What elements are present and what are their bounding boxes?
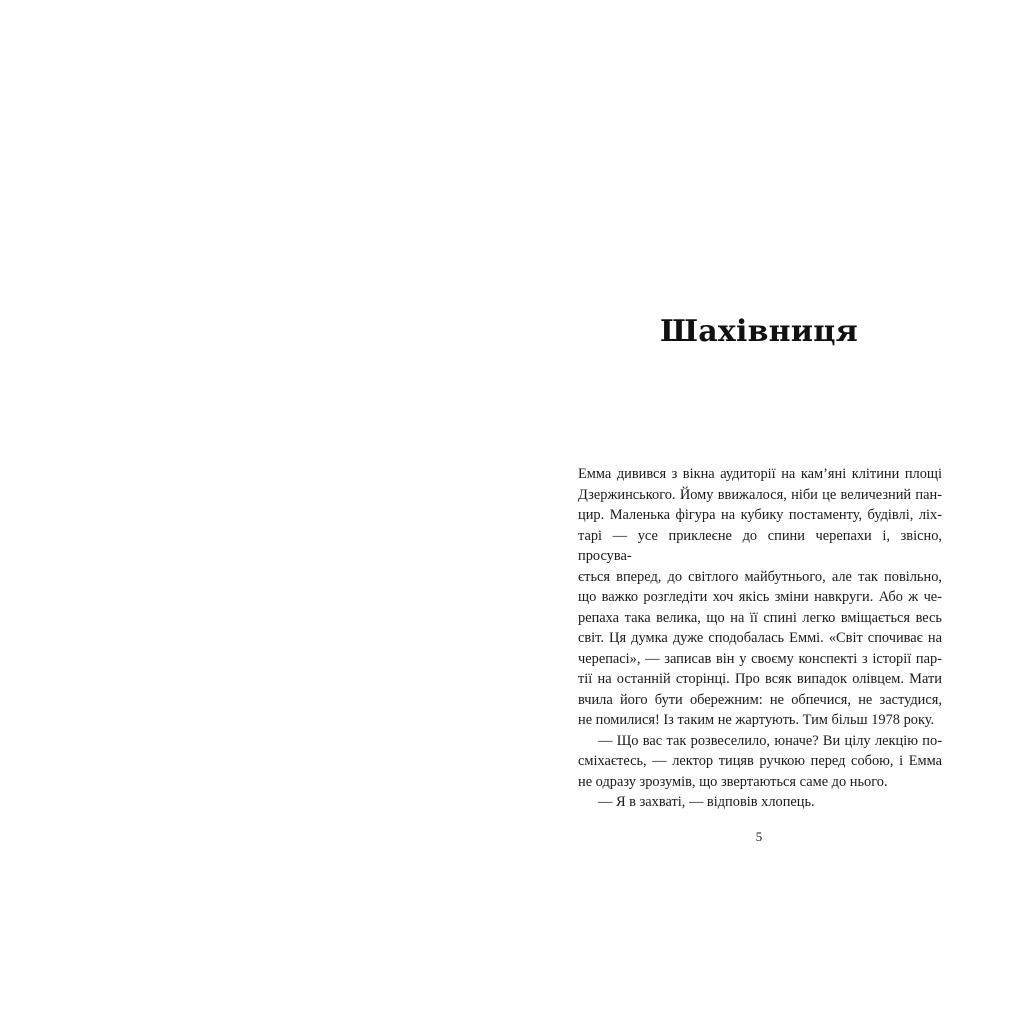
text-line: — Я в захваті, — відповів хлопець. — [598, 794, 815, 810]
text-line: черепасі», — записав він у своєму конспекті з історії пар- — [578, 650, 942, 667]
text-line: репаха така велика, що на її спині легко вміщається весь — [578, 609, 942, 626]
text-line: світ. Ця думка дуже сподобалась Еммі. «Світ спочиває на — [578, 630, 942, 646]
chapter-title: Шахівниця — [660, 314, 858, 349]
text-line: Емма дивився з вікна аудиторії на кам’яні клітини площі — [578, 466, 942, 482]
right-page — [512, 0, 1024, 1024]
text-line: не одразу зрозумів, що звертаються саме до нього. — [578, 773, 888, 790]
text-line: вчила його бути обережним: не обпечися, не застудися, — [578, 691, 942, 708]
text-line: що важко розгледіти хоч якісь зміни навкруги. Або ж че- — [578, 589, 942, 605]
text-line: ється вперед, до світлого майбутнього, але так повільно, — [578, 568, 942, 585]
text-line: сміхаєтесь, — лектор тицяв ручкою перед собою, і Емма — [578, 753, 942, 769]
text-line: тарі — усе приклеєне до спини черепахи і, звісно, просува- — [578, 527, 942, 564]
page-number: 5 — [755, 829, 763, 844]
text-line: не помилися! Із таким не жартують. Тим більш 1978 року. — [578, 712, 935, 728]
text-line: — Що вас так розвеселило, юначе? Ви цілу лекцію по- — [598, 732, 942, 749]
text-line: цир. Маленька фігура на кубику постаменту, будівлі, ліх- — [578, 507, 942, 523]
text-line: тії на останній сторінці. Про всяк випадок олівцем. Мати — [578, 671, 942, 687]
text-line: Дзержинського. Йому ввижалося, ніби це величезний пан- — [578, 486, 942, 503]
body-text — [578, 464, 942, 813]
